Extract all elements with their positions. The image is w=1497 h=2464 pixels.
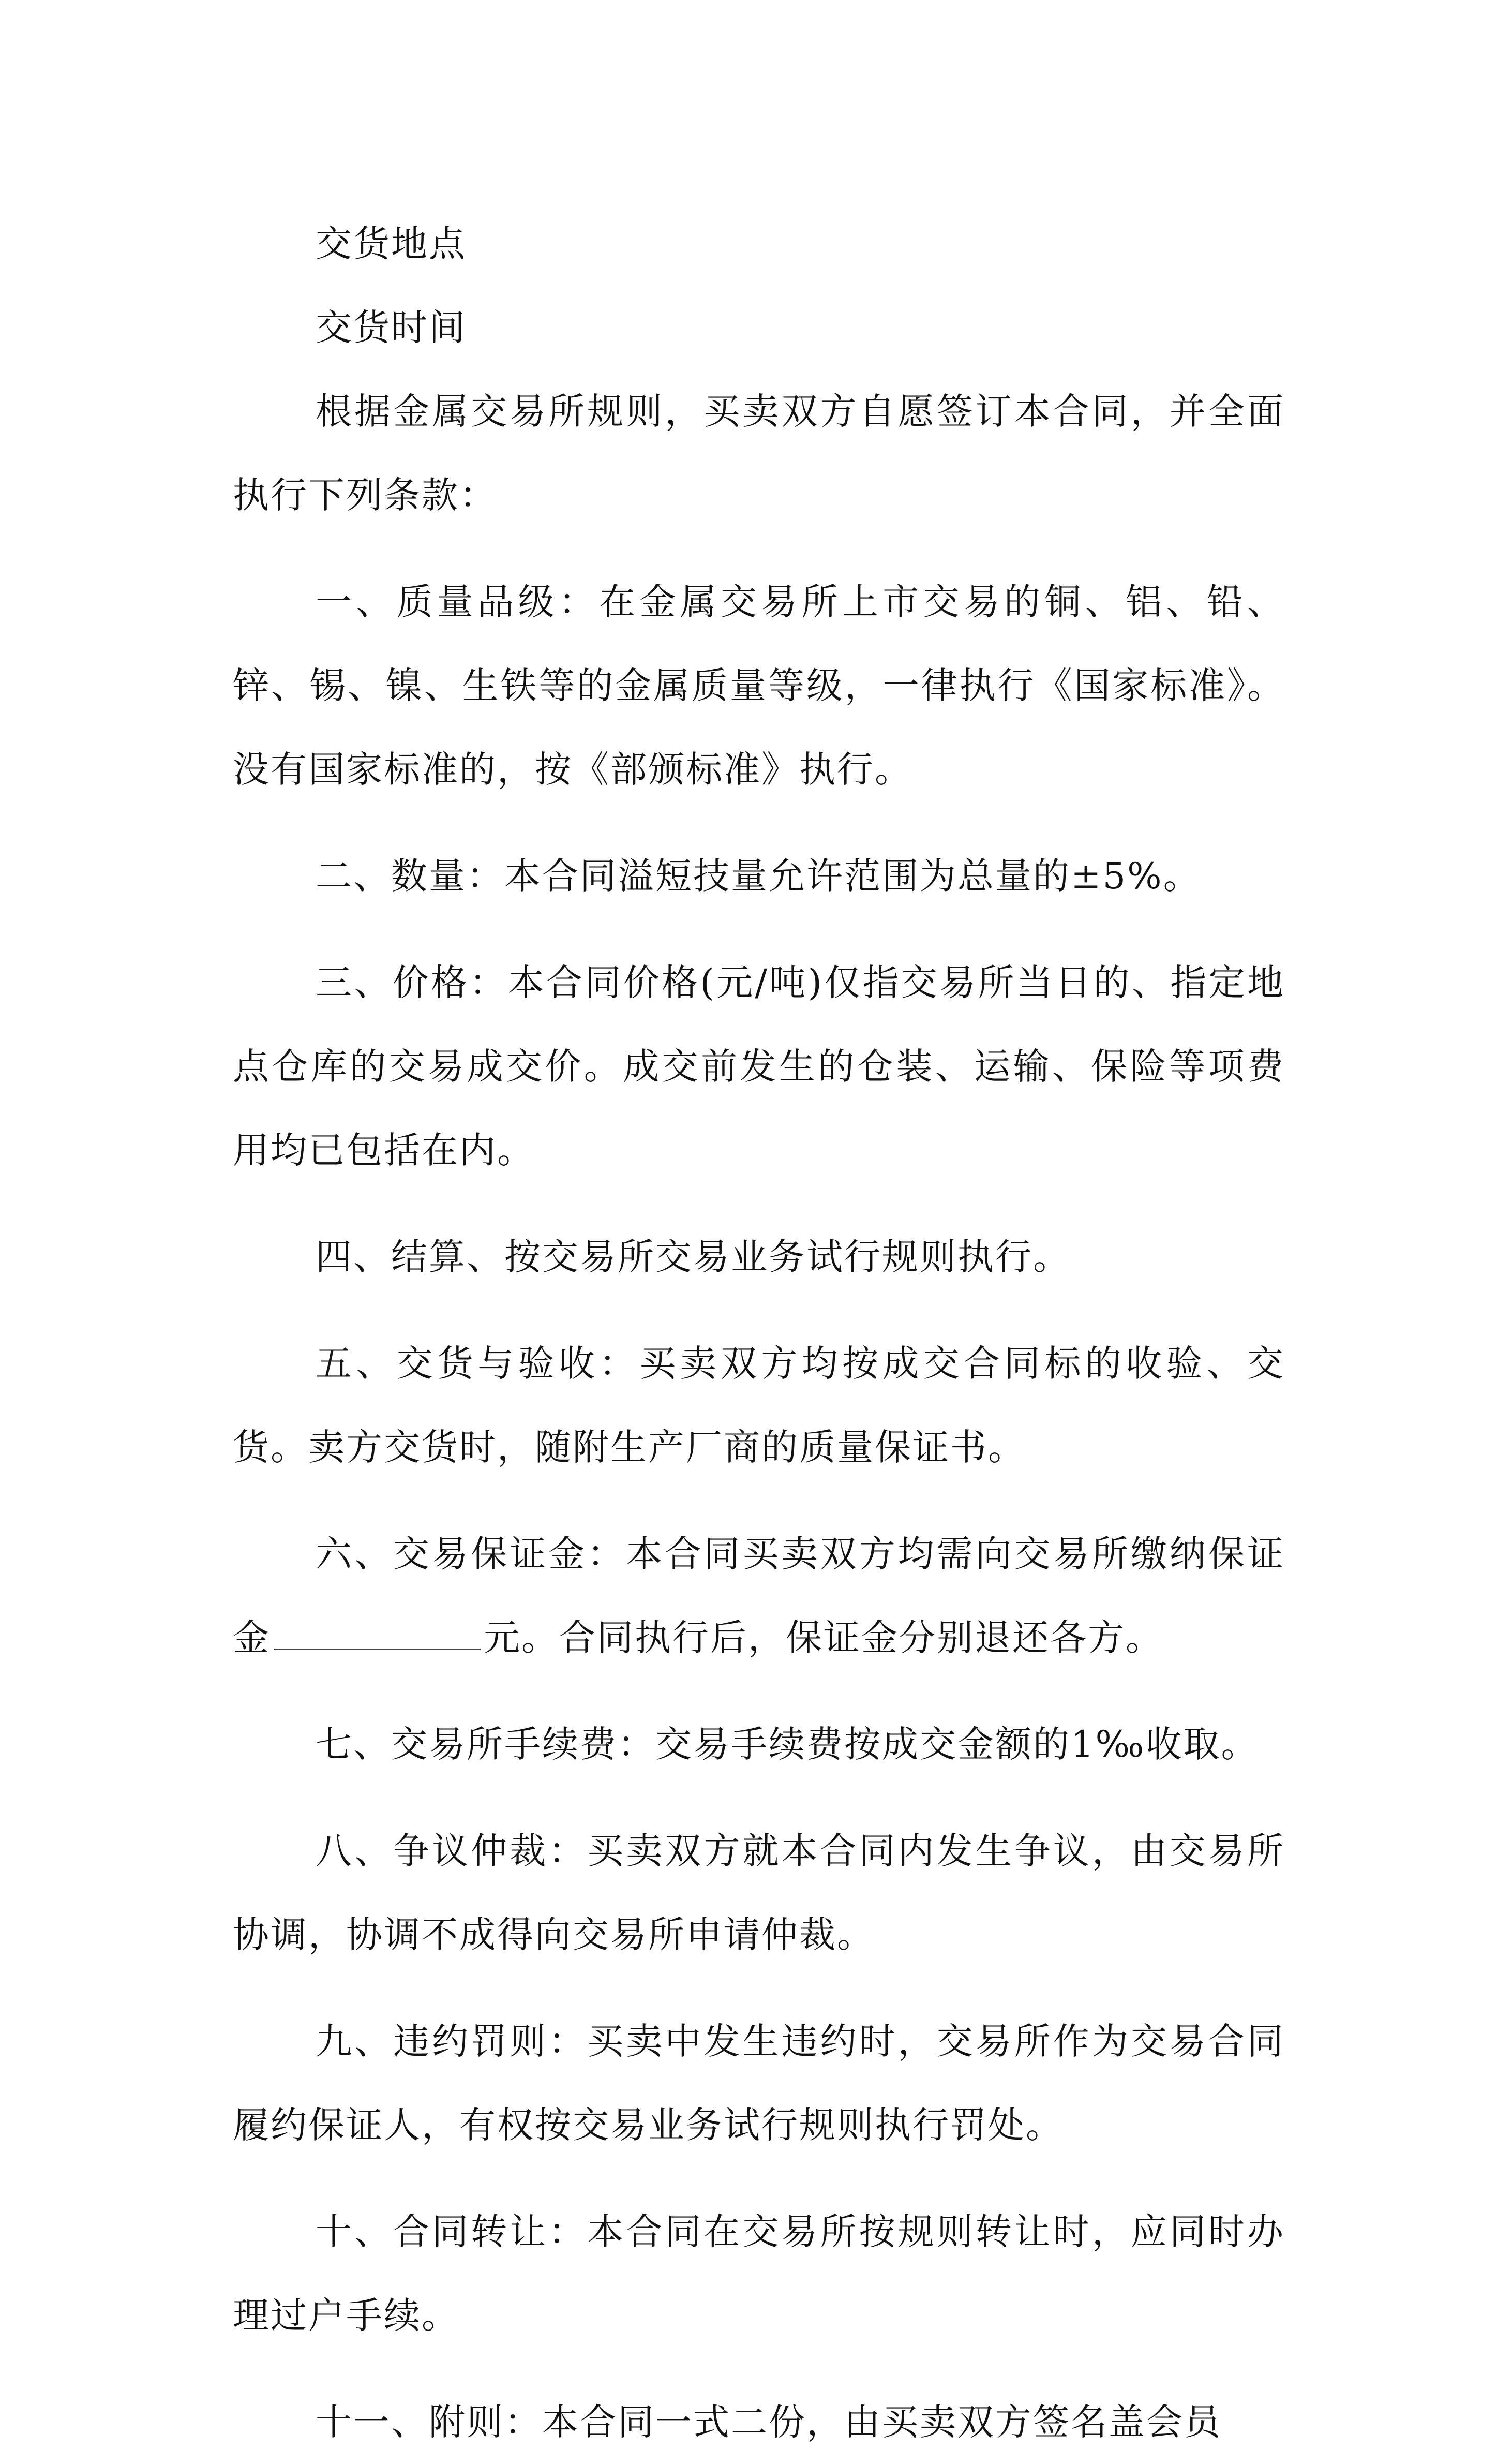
- clause-quality: 一、质量品级：在金属交易所上市交易的铜、铝、铅、锌、锡、镍、生铁等的金属质量等级，一律执行《国家标准》。没有国家标准的，按《部颁标准》执行。: [233, 581, 1285, 791]
- clause-delivery-acceptance: 五、交货与验收：买卖双方均按成交合同标的收验、交货。卖方交货时，随附生产厂商的质量保证书。: [233, 1342, 1285, 1468]
- intro-paragraph: 根据金属交易所规则，买卖双方自愿签订本合同，并全面执行下列条款：: [233, 390, 1285, 516]
- clause-transfer: 十、合同转让：本合同在交易所按规则转让时，应同时办理过户手续。: [233, 2210, 1285, 2337]
- clause-penalty: 九、违约罚则：买卖中发生违约时，交易所作为交易合同履约保证人，有权按交易业务试行规则执行罚处。: [233, 2020, 1285, 2146]
- clause-deposit-text-1: 六、交易保证金：本合同买卖双方均需向交易所缴纳保证金: [233, 1533, 1285, 1659]
- clause-supplementary: 十一、附则：本合同一式二份，由买卖双方签名盖会员: [316, 2401, 1222, 2443]
- deposit-amount-blank: [274, 1617, 481, 1650]
- clause-fee: 七、交易所手续费：交易手续费按成交金额的1‰收取。: [316, 1723, 1259, 1765]
- delivery-time-line: 交货时间: [316, 306, 467, 349]
- delivery-place-line: 交货地点: [316, 222, 467, 265]
- clause-deposit-text-2: 元。合同执行后，保证金分别退还各方。: [484, 1616, 1163, 1659]
- clause-price: 三、价格：本合同价格(元/吨)仅指交易所当日的、指定地点仓库的交易成交价。成交前发生的仓装、运输、保险等项费用均已包括在内。: [233, 961, 1285, 1171]
- clause-quantity: 二、数量：本合同溢短技量允许范围为总量的±5%。: [316, 855, 1201, 897]
- clause-settlement: 四、结算、按交易所交易业务试行规则执行。: [316, 1236, 1071, 1278]
- clause-arbitration: 八、争议仲裁：买卖双方就本合同内发生争议，由交易所协调，协调不成得向交易所申请仲裁。: [233, 1830, 1285, 1956]
- contract-body: [233, 202, 1285, 2464]
- clause-deposit: [233, 1512, 1285, 1680]
